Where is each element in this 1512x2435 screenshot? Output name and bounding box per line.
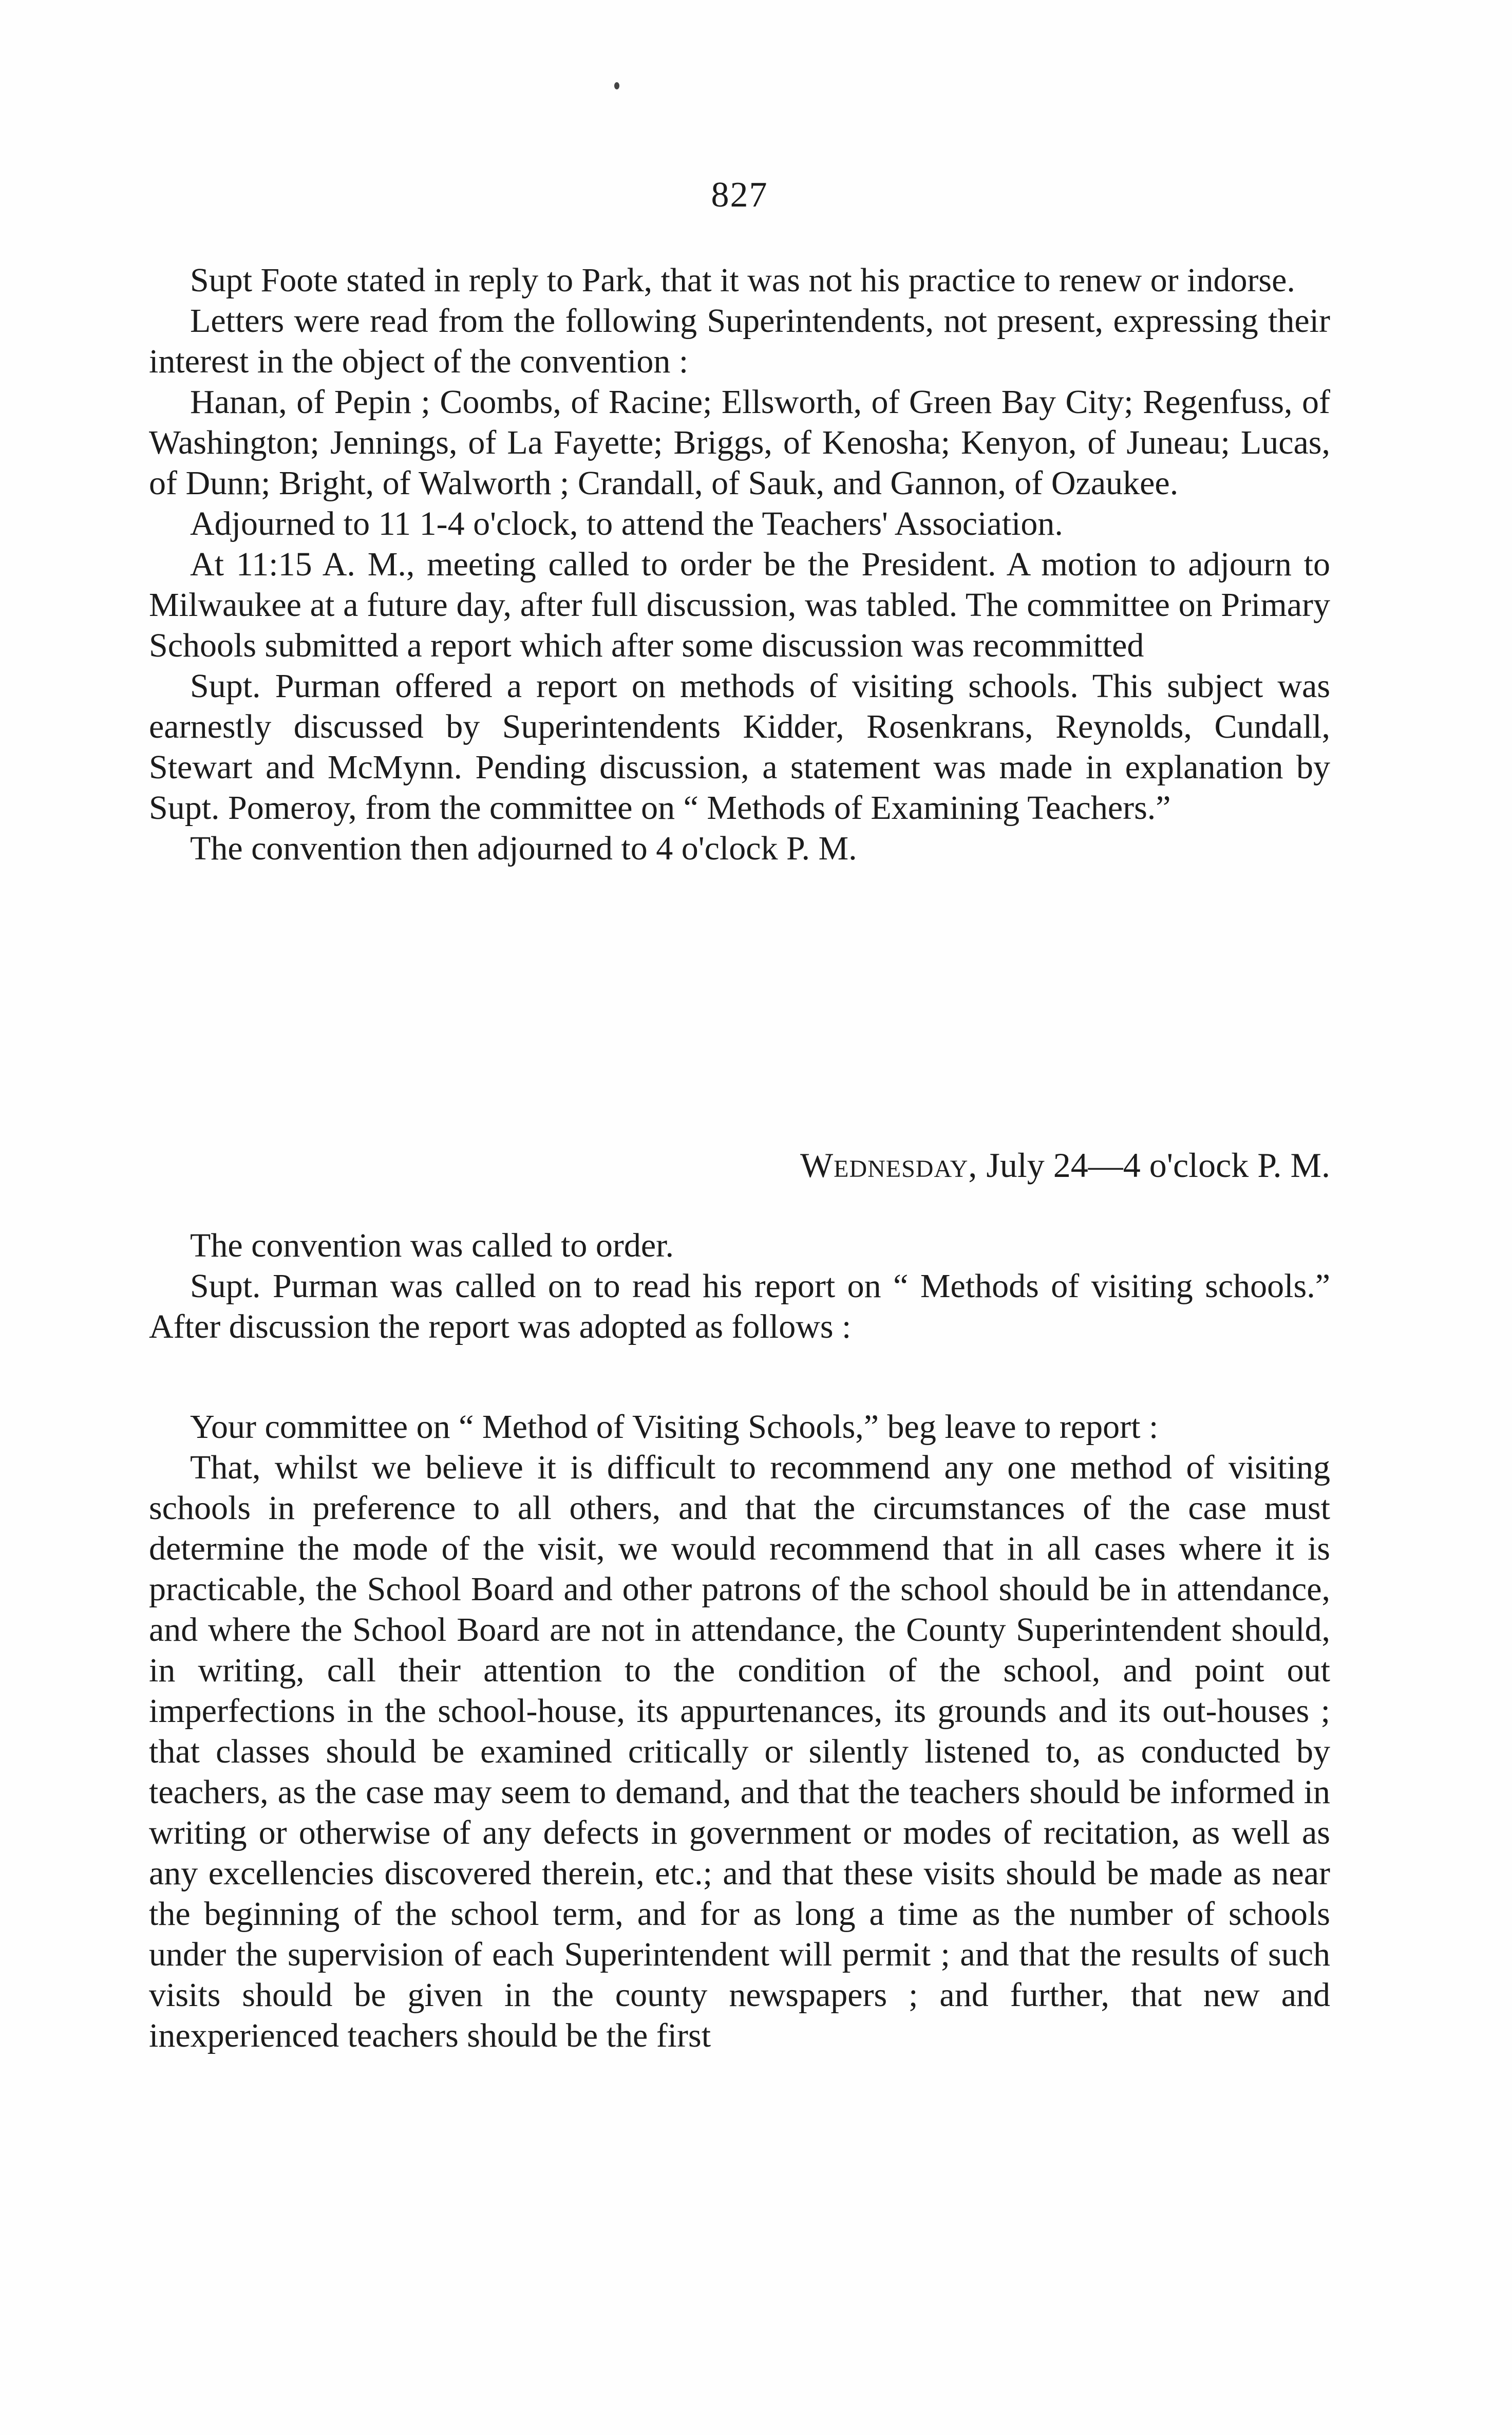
paragraph-adjourned-afternoon: The convention then adjourned to 4 o'clock P. M. — [190, 830, 857, 867]
committee-report — [149, 1407, 1330, 2056]
paragraph-meeting-called: At 11:15 A. M., meeting called to order be the President. A motion to adjourn to Milwaukee at a future day, after full discussion, was tabled. The committee on Primary Schools submitted a report which after some discussion was recommitted — [149, 546, 1330, 664]
page-number: 827 — [711, 175, 768, 215]
paragraph-superintendent-list: Hanan, of Pepin ; Coombs, of Racine; Ellsworth, of Green Bay City; Regenfuss, of Washington; Jennings, of La Fayette; Briggs, of Kenosha; Kenyon, of Juneau; Lucas, of Dunn; Bright, of Walworth ; Crandall, of Sauk, and Gannon, of Ozaukee. — [149, 383, 1330, 502]
session-heading-day: Wednesday, — [800, 1146, 978, 1185]
afternoon-section — [149, 1225, 1330, 1347]
proceedings-section — [149, 260, 1330, 869]
paragraph-letters-read: Letters were read from the following Superintendents, not present, expressing their interest in the object of the convention : — [149, 302, 1330, 380]
paragraph-called-to-order: The convention was called to order. — [190, 1227, 674, 1264]
paragraph-report-intro: Your committee on “ Method of Visiting Schools,” beg leave to report : — [190, 1408, 1159, 1446]
session-heading-time: July 24—4 o'clock P. M. — [977, 1146, 1330, 1185]
paper-speck — [614, 82, 619, 89]
paragraph-purman-report: Supt. Purman offered a report on methods of visiting schools. This subject was earnestly discussed by Superintendents Kidder, Rosenkrans, Reynolds, Cundall, Stewart and McMynn. Pending discussion, a statement was made in explanation by Supt. Pomeroy, from the committee on “ Methods of Examining Teachers.” — [149, 667, 1330, 827]
paragraph-report-adopted: Supt. Purman was called on to read his report on “ Methods of visiting schools.” After discussion the report was adopted as follows : — [149, 1267, 1330, 1345]
paragraph-report-body: That, whilst we believe it is difficult to recommend any one method of visiting schools in preference to all others, and that the circumstances of the case must determine the mode of the visit, we would recommend that in all cases where it is practicable, the School Board and other patrons of the school should be in attendance, and where the School Board are not in attendance, the County Superintendent should, in writing, call their attention to the condition of the school, and point out imperfections in the school-house, its appurtenances, its grounds and its out-houses ; that classes should be examined critically or silently listened to, as conducted by teachers, as the case may seem to demand, and that the teachers should be informed in writing or otherwise of any defects in government or modes of recitation, as well as any excellencies discovered therein, etc.; and that these visits should be made as near the beginning of the school term, and for as long a time as the number of schools under the supervision of each Superintendent will permit ; and that the results of such visits should be given in the county newspapers ; and further, that new and inexperienced teachers should be the first — [149, 1449, 1330, 2054]
paragraph-foote-reply: Supt Foote stated in reply to Park, that it was not his practice to renew or indorse. — [190, 261, 1295, 299]
paragraph-adjourned-morning: Adjourned to 11 1-4 o'clock, to attend the Teachers' Association. — [190, 505, 1063, 542]
session-heading — [149, 1145, 1330, 1186]
